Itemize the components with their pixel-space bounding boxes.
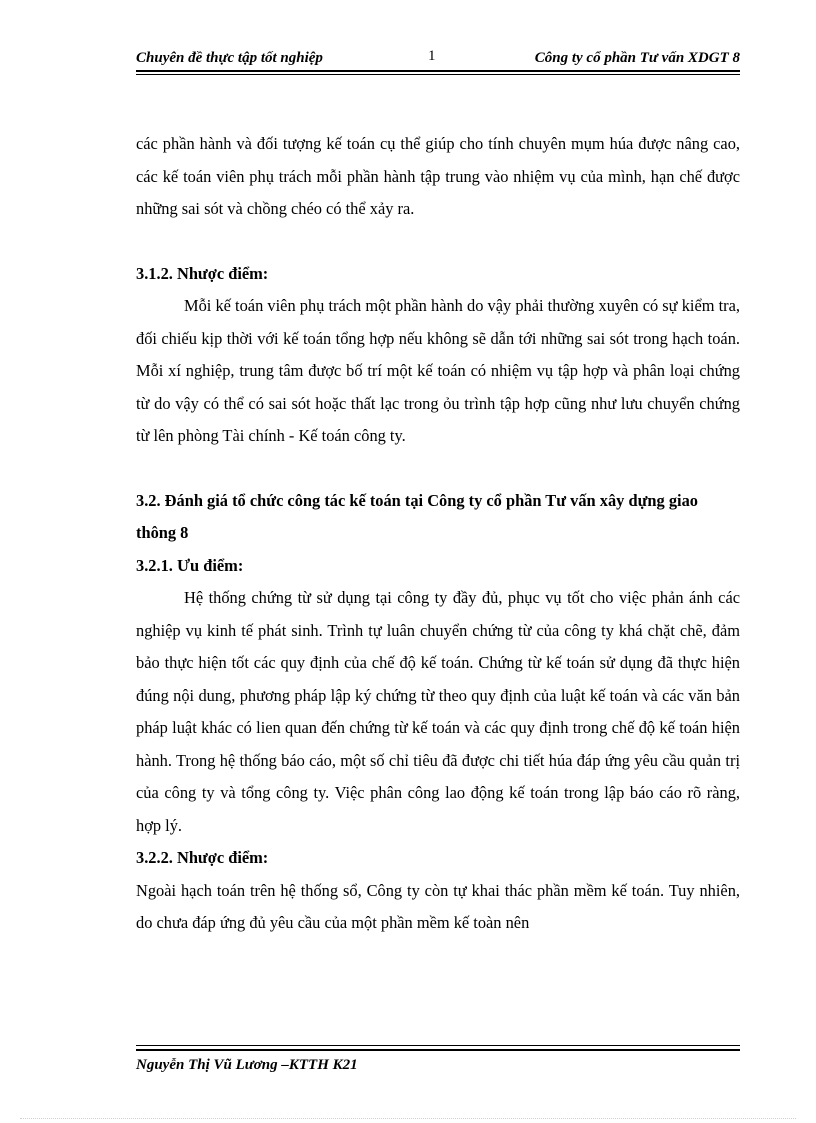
page-header	[136, 44, 740, 74]
header-title-right: Công ty cổ phần Tư vấn XDGT 8	[534, 50, 740, 66]
heading-3-2: 3.2. Đánh giá tổ chức công tác kế toán tại Công ty cổ phần Tư vấn xây dựng giao thông 8	[136, 490, 698, 542]
paragraph-1: các phần hành và đối tượng kế toán cụ thể giúp cho tính chuyên mụm húa được nâng cao, các kế toán viên phụ trách mỗi phần hành tập trung vào nhiệm vụ của mình, hạn chế được những sai sót và chồng chéo có thể xảy ra.	[136, 134, 740, 218]
heading-3-2-2: 3.2.2. Nhược điểm:	[136, 848, 269, 867]
page-number: 1	[428, 48, 436, 64]
header-rule-thin	[136, 74, 740, 75]
footer-rule-thin	[136, 1045, 740, 1046]
spacer	[136, 453, 740, 485]
heading-3-1-2: 3.1.2. Nhược điểm:	[136, 263, 269, 283]
page-edge-divider	[20, 1118, 796, 1119]
paragraph-2: Mỗi kế toán viên phụ trách một phần hành do vậy phải thường xuyên có sự kiểm tra, đối chiếu kịp thời với kế toán tổng hợp nếu không sẽ dẫn tới những sai sót trong hạch toán. Mỗi xí nghiệp, trung tâm được bố trí một kế toán có nhiệm vụ tập hợp và phân loại chứng từ do vậy có thể có sai sót hoặc thất lạc trong ỏu trình tập hợp cũng như lưu chuyển chứng từ lên phòng Tài chính - Kế toán công ty.	[136, 296, 740, 445]
spacer	[136, 226, 740, 258]
footer-rule-thick	[136, 1049, 740, 1051]
header-rule-thick	[136, 70, 740, 72]
heading-3-2-1: 3.2.1. Ưu điểm:	[136, 555, 244, 575]
header-title-left: Chuyên đề thực tập tốt nghiệp	[136, 50, 323, 66]
footer-author: Nguyễn Thị Vũ Lương –KTTH K21	[136, 1057, 358, 1073]
page-footer	[136, 1045, 740, 1085]
paragraph-4: Ngoài hạch toán trên hệ thống sổ, Công ty còn tự khai thác phần mềm kế toán. Tuy nhiên, do chưa đáp ứng đủ yêu cầu của một phần mềm kế toàn nên	[136, 880, 740, 932]
paragraph-3: Hệ thống chứng từ sử dụng tại công ty đầy đủ, phục vụ tốt cho việc phản ánh các nghiệp vụ kinh tế phát sinh. Trình tự luân chuyển chứng từ của công ty khá chặt chẽ, đảm bảo thực hiện tốt các quy định của chế độ kế toán. Chứng từ kế toán sử dụng đã thực hiện đúng nội dung, phương pháp lập ký chứng từ theo quy định của luật kế toán và các văn bản pháp luật khác có lien quan đến chứng từ kế toán và các quy định trong chế độ kế toán hiện hành. Trong hệ thống báo cáo, một số chỉ tiêu đã được chi tiết húa đáp ứng yêu cầu quản trị của công ty và tổng công ty. Việc phân công lao động kế toán trong lập báo cáo rõ ràng, hợp lý.	[136, 588, 740, 835]
page-content	[136, 128, 740, 940]
